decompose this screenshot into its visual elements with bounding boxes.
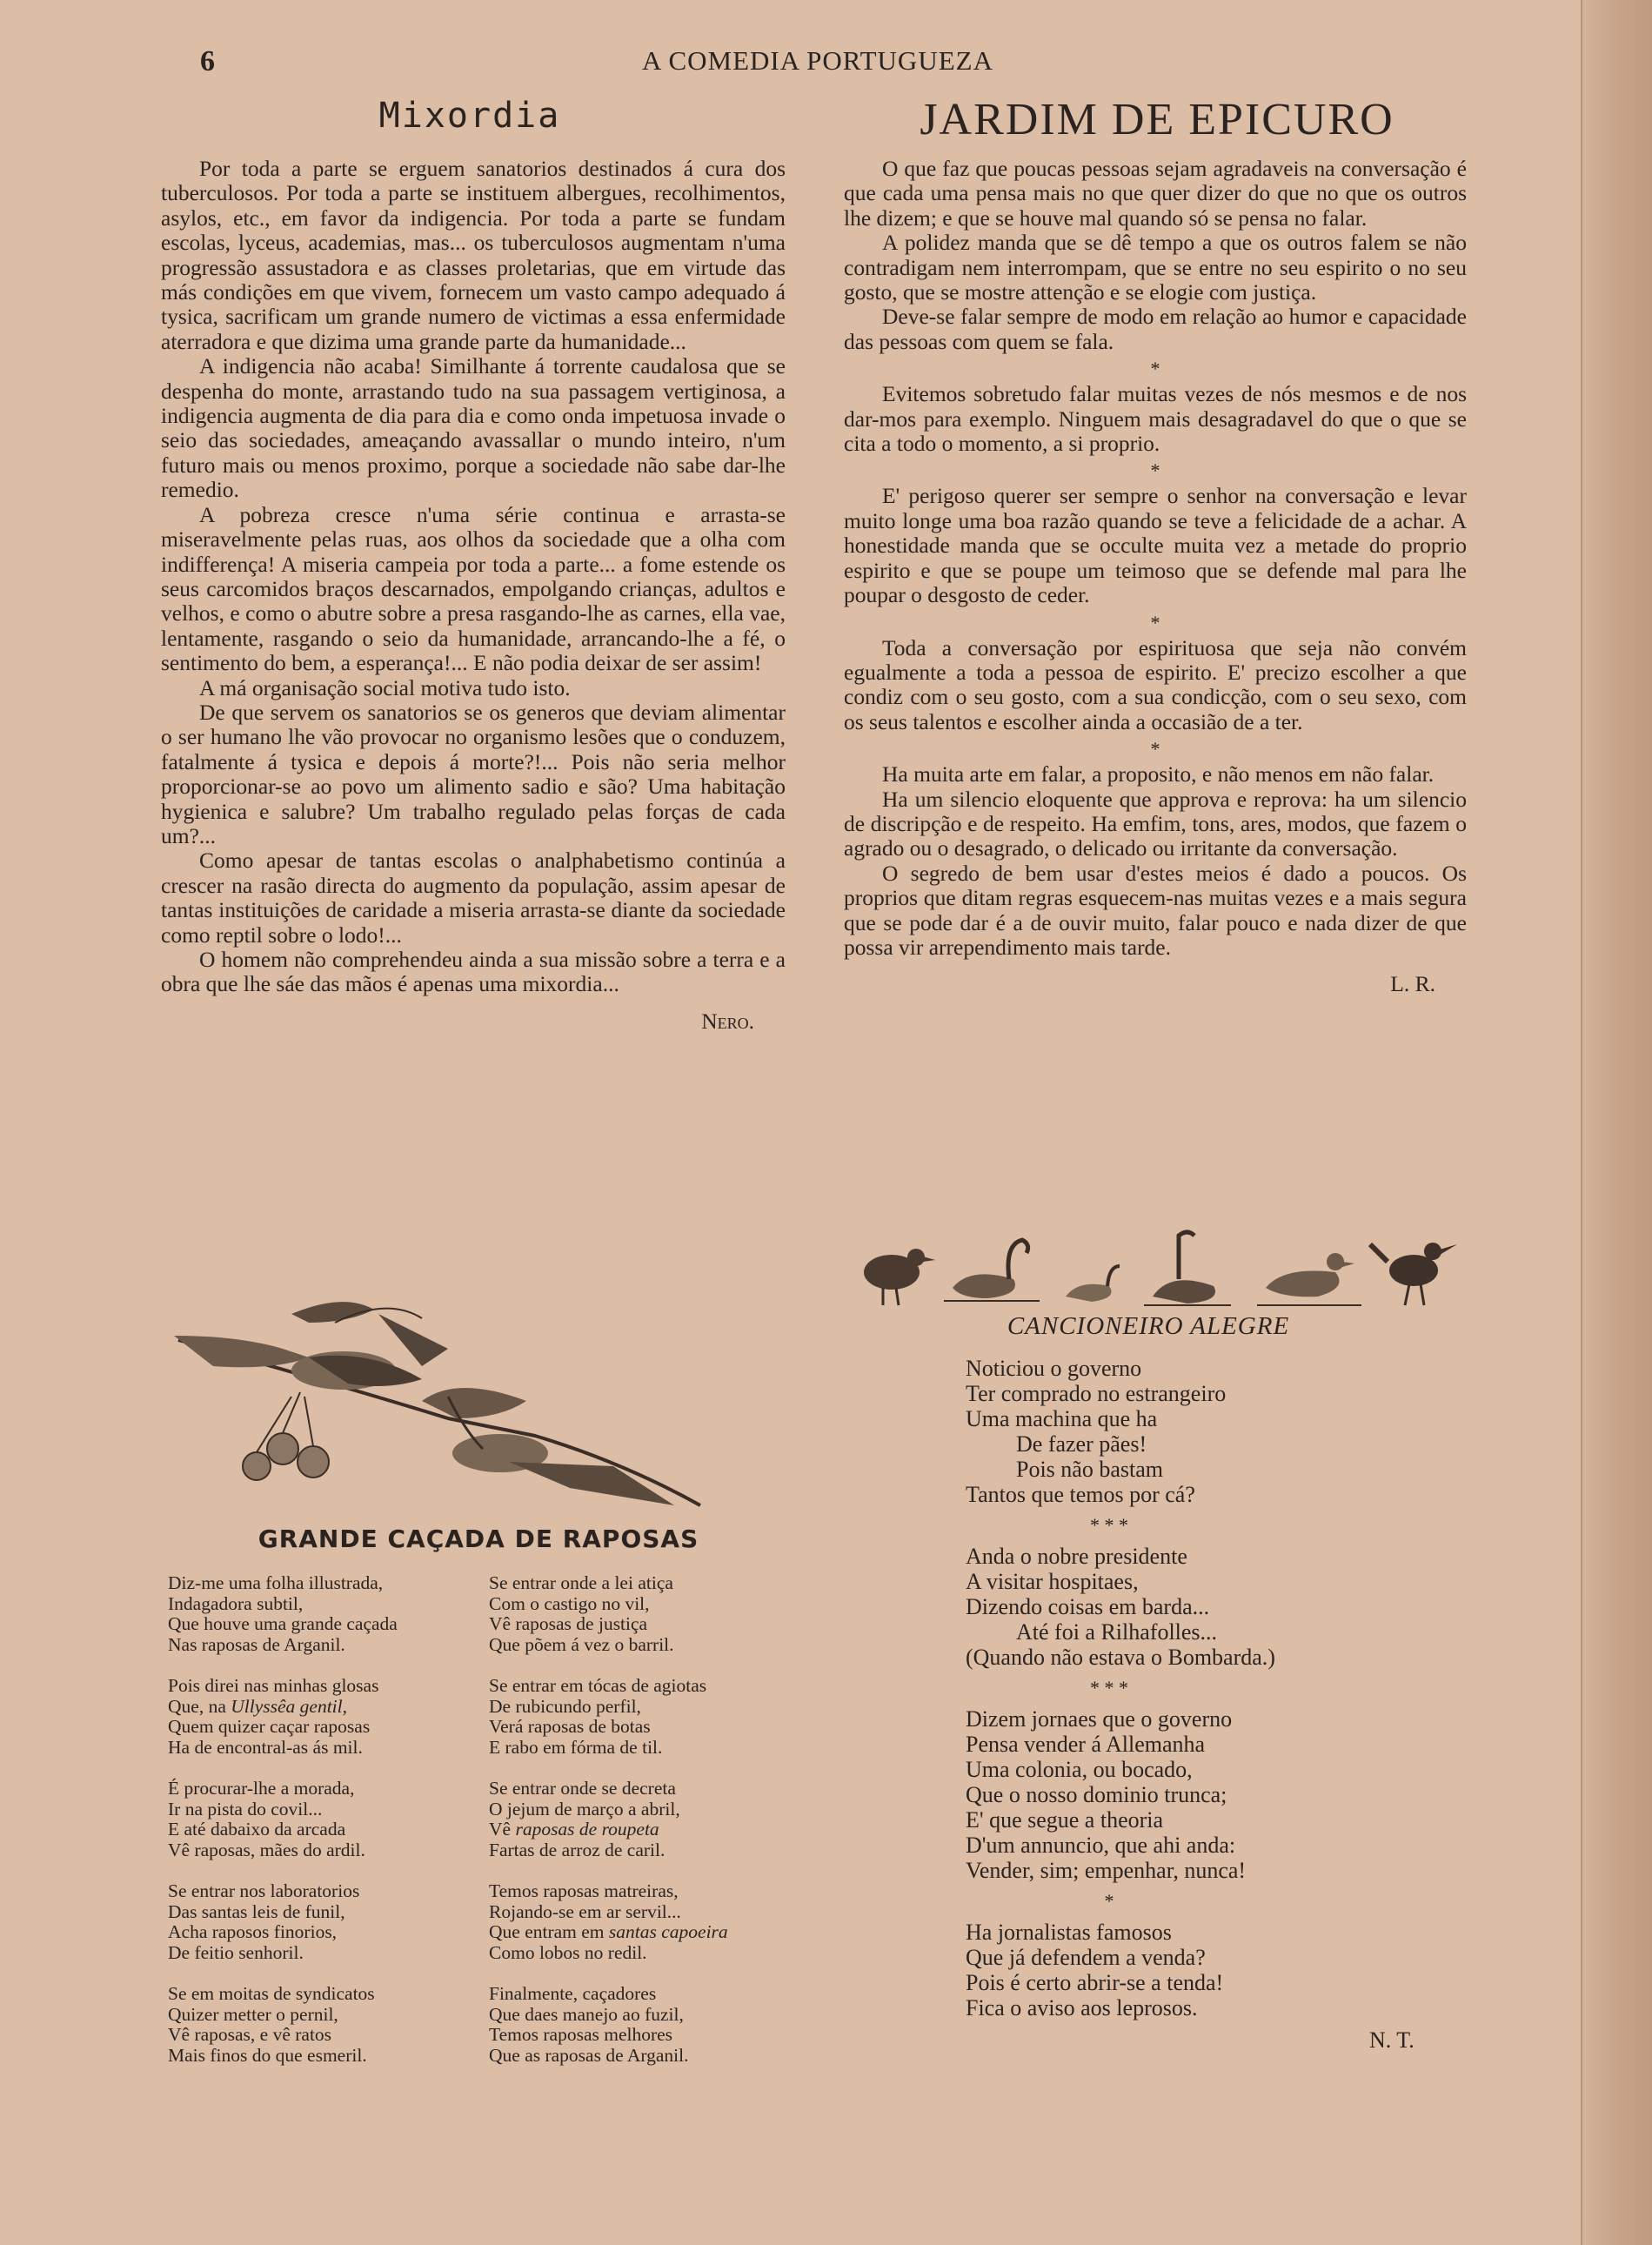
caca-title: GRANDE CAÇADA DE RAPOSAS	[257, 1525, 699, 1553]
verse-line: Que houve uma grande caçada	[168, 1613, 398, 1634]
verse-line: Se em moitas de syndicatos	[168, 1983, 375, 2004]
stanza	[489, 1779, 802, 1860]
mixordia-paragraph: O homem não comprehendeu ainda a sua missão sobre a terra e a obra que lhe sáe das mãos é apenas uma mixordia...	[161, 947, 786, 997]
verse-line: Uma colonia, ou bocado,	[966, 1757, 1193, 1782]
verse-line	[489, 1819, 802, 1840]
verse-line: Se entrar nos laboratorios	[168, 1880, 360, 1901]
jardim-paragraph: Toda a conversação por espirituosa que seja não convém egualmente a toda a pessoa de espirito. E' precizo escolher a que condiz com o seu gosto, com a sua condicção, com o seu sexo, com os seus talentos e escolher ainda a occasião de a ter.	[844, 634, 1467, 734]
caca-right-column	[489, 1573, 802, 2087]
verse-line: Fica o aviso aos leprosos.	[966, 1995, 1198, 2020]
mixordia-heading: Mixordia	[378, 96, 561, 136]
verse-line: Que já defendem a venda?	[966, 1945, 1206, 1970]
verse-fragment: Que, na	[168, 1695, 226, 1717]
verse-line: Pois não bastam	[1016, 1457, 1163, 1482]
jardim-paragraph: Evitemos sobretudo falar muitas vezes de nós mesmos e de nos dar-mos para exemplo. Ninguem mais desagradavel do que o que se cita a todo o momento, a si proprio.	[844, 381, 1467, 457]
verse-line: De fazer pães!	[1016, 1431, 1147, 1457]
verse-line: Quizer metter o pernil,	[168, 2003, 338, 2025]
verse-fragment: Que entram em	[489, 1921, 605, 1942]
caca-left-column	[168, 1573, 481, 2087]
mixordia-signature: Nero.	[701, 1008, 754, 1034]
verse-line: Noticiou o governo	[966, 1356, 1142, 1381]
jardim-article	[844, 157, 1467, 997]
verse-line: E até dabaixo da arcada	[168, 1819, 346, 1840]
page-edge	[1581, 0, 1652, 2245]
asterisk-separator: *	[1104, 1890, 1114, 1912]
mixordia-paragraph: A pobreza cresce n'uma série continua e arrasta-se miseravelmente pelas ruas, aos olhos da sociedade que a olha com indifferença! A miseria campeia por toda a parte... a fome estende os seus carcomidos braços descarnados, empolgando crianças, adultos e velhos, e como o abutre sobre a presa rasgando-lhe as carnes, ella vae, lentamente, rasgando o seio da humanidade, arrancando-lhe a fé, o sentimento do bem, a esperança!... E não podia deixar de ser assim!	[161, 501, 786, 676]
verse-line: Que o nosso dominio trunca;	[966, 1782, 1227, 1807]
stanza	[489, 1573, 802, 1655]
verse-line: Uma machina que ha	[966, 1406, 1158, 1431]
verse-line: Que as raposas de Arganil.	[489, 2044, 689, 2066]
verse-line: Ha jornalistas famosos	[966, 1920, 1172, 1945]
verse-line: Anda o nobre presidente	[966, 1544, 1187, 1569]
mixordia-article	[161, 157, 786, 1034]
verse-line: Com o castigo no vil,	[489, 1592, 650, 1614]
verse-line: Que daes manejo ao fuzil,	[489, 2003, 684, 2025]
verse-line: Temos raposas melhores	[489, 2024, 673, 2045]
mixordia-paragraph: De que servem os sanatorios se os generos que deviam alimentar o ser humano lhe vão provocar no organismo lesões que o conduzem, fatalmente á tysica e depois á morte?!... Pois não seria melhor proporcionar-se ao povo um alimento sadio e são? Uma habitação hygienica e salubre? Um trabalho regulado pelas forças de cada um?...	[161, 699, 786, 848]
mixordia-paragraph: A indigencia não acaba! Similhante á torrente caudalosa que se despenha do monte, arrastando tudo na sua passagem vertiginosa, a indigencia augmenta de dia para dia e como onda impetuosa invade o seio das sociedades, ameaçando avassallar o mundo inteiro, n'um futuro mais ou menos proximo, porque a sociedade não sabe dar-lhe remedio.	[161, 353, 786, 503]
verse-line: Ter comprado no estrangeiro	[966, 1381, 1227, 1406]
verse-line: Dizendo coisas em barda...	[966, 1594, 1210, 1619]
jardim-paragraph: O que faz que poucas pessoas sejam agradaveis na conversação é que cada uma pensa mais no que quer dizer do que no que os outros lhe dizem; e que se houve mal quando só se pensa no falar.	[844, 156, 1467, 231]
verse-line	[489, 1922, 802, 1943]
verse-line: E' que segue a theoria	[966, 1807, 1164, 1833]
jardim-paragraph: Ha um silencio eloquente que approva e reprova: ha um silencio de discripção e de respeito. Ha emfim, tons, ares, modos, que fazem o agrado ou o desagrado, o delicado ou irritante da conversação.	[844, 786, 1467, 861]
verse-line	[168, 1697, 481, 1718]
verse-line: O jejum de março a abril,	[489, 1798, 680, 1819]
verse-line: E rabo em fórma de til.	[489, 1736, 663, 1758]
verse-italic: santas capoeira	[608, 1921, 728, 1942]
verse-line: Verá raposas de botas	[489, 1716, 651, 1737]
stanza	[168, 1573, 481, 1655]
verse-line: Finalmente, caçadores	[489, 1983, 657, 2004]
verse-line: Ir na pista do covil...	[168, 1798, 323, 1819]
stanza	[489, 1676, 802, 1758]
asterisk-separator: *	[1150, 358, 1160, 380]
verse-line: Rojando-se em ar servil...	[489, 1900, 681, 1922]
verse-line: É procurar-lhe a morada,	[168, 1778, 355, 1799]
stanza	[168, 1984, 481, 2066]
verse-line: Como lobos no redil.	[489, 1941, 647, 1963]
verse-line: Pois é certo abrir-se a tenda!	[966, 1970, 1224, 1995]
verse-line: Vê raposas de justiça	[489, 1613, 648, 1634]
verse-line: Se entrar onde se decreta	[489, 1778, 676, 1799]
asterisk-separator: * * *	[1090, 1514, 1128, 1536]
verse-italic: Ullyssêa gentil,	[231, 1695, 348, 1717]
stanza	[489, 1984, 802, 2066]
stanza	[168, 1881, 481, 1963]
stanza	[168, 1779, 481, 1860]
verse-line: Que põem á vez o barril.	[489, 1633, 674, 1655]
newspaper-title: A COMEDIA PORTUGUEZA	[642, 45, 993, 76]
verse-line: Até foi a Rilhafolles...	[1016, 1619, 1218, 1645]
verse-line: Quem quizer caçar raposas	[168, 1716, 371, 1737]
verse-line: De rubicundo perfil,	[489, 1695, 641, 1717]
verse-line: Pensa vender á Allemanha	[966, 1732, 1206, 1757]
stanza	[489, 1881, 802, 1963]
verse-line: Mais finos do que esmeril.	[168, 2044, 367, 2066]
stanza	[966, 1356, 1470, 1507]
verse-line: Ha de encontral-as ás mil.	[168, 1736, 363, 1758]
bird-vignettes-illustration	[848, 1218, 1466, 1314]
jardim-paragraph: E' perigoso querer ser sempre o senhor na conversação e levar muito longe uma boa razão quando se teve a felicidade de a achar. A honestidade manda que se occulte muita vez a metade do proprio espirito e que se poupe um teimoso que se defende mal para lhe poupar o desgosto de ceder.	[844, 483, 1467, 608]
verse-line: Se entrar em tócas de agiotas	[489, 1675, 707, 1696]
jardim-paragraph: A polidez manda que se dê tempo a que os outros falem se não contradigam nem interrompam, que se entre no seu espirito o no seu gosto, que se mostre attenção e se elogie com justiça.	[844, 230, 1467, 305]
verse-line: Se entrar onde a lei atiça	[489, 1572, 673, 1593]
verse-line: Das santas leis de funil,	[168, 1900, 345, 1922]
asterisk-separator: *	[1150, 738, 1160, 761]
verse-line: Acha raposos finorios,	[168, 1921, 338, 1942]
verse-italic: raposas de roupeta	[515, 1819, 659, 1840]
verse-line: Vê raposas, mães do ardil.	[168, 1839, 365, 1860]
stanza	[966, 1920, 1470, 2020]
verse-line: Pois direi nas minhas glosas	[168, 1675, 379, 1696]
stanza	[168, 1676, 481, 1758]
cancioneiro-signature: N. T.	[1369, 2027, 1415, 2053]
verse-line: D'um annuncio, que ahi anda:	[966, 1833, 1236, 1858]
verse-line: Dizem jornaes que o governo	[966, 1706, 1233, 1732]
mixordia-paragraph: A má organisação social motiva tudo isto.	[199, 674, 571, 700]
verse-fragment: Vê	[489, 1819, 512, 1840]
verse-line: Temos raposas matreiras,	[489, 1880, 679, 1901]
verse-line: Diz-me uma folha illustrada,	[168, 1572, 384, 1593]
asterisk-separator: *	[1150, 459, 1160, 482]
birds-on-cherry-branch-illustration	[161, 1288, 787, 1514]
jardim-paragraph: Deve-se falar sempre de modo em relação ao humor e capacidade das pessoas com quem se fala.	[844, 304, 1467, 354]
verse-line: Tantos que temos por cá?	[966, 1482, 1195, 1507]
jardim-paragraph: O segredo de bem usar d'estes meios é dado a poucos. Os proprios que ditam regras esquecem-nas muitas vezes e a mais segura que se pode dar é a de ouvir muito, falar pouco e nada dizer de que possa vir arrependimento mais tarde.	[844, 860, 1467, 960]
verse-line: (Quando não estava o Bombarda.)	[966, 1645, 1275, 1670]
verse-line: Indagadora subtil,	[168, 1592, 304, 1614]
jardim-paragraph: Ha muita arte em falar, a proposito, e não menos em não falar.	[882, 761, 1435, 787]
mixordia-paragraph: Como apesar de tantas escolas o analphabetismo continúa a crescer na rasão directa do augmento da população, assim apesar de tantas instituições de caridade a miseria arrasta-se diante da sociedade como reptil sobre o lodo!...	[161, 848, 786, 948]
asterisk-separator: *	[1150, 611, 1160, 633]
verse-line: Vê raposas, e vê ratos	[168, 2024, 332, 2045]
verse-line: Fartas de arroz de caril.	[489, 1839, 665, 1860]
verse-line: A visitar hospitaes,	[966, 1569, 1139, 1594]
verse-line: Vender, sim; empenhar, nunca!	[966, 1858, 1247, 1883]
cancioneiro-poem	[966, 1356, 1470, 2020]
stanza	[966, 1706, 1470, 1883]
stanza	[966, 1544, 1470, 1670]
jardim-signature: L. R.	[1390, 971, 1435, 997]
asterisk-separator: * * *	[1090, 1677, 1128, 1699]
verse-line: Nas raposas de Arganil.	[168, 1633, 345, 1655]
cancioneiro-title: CANCIONEIRO ALEGRE	[1007, 1312, 1290, 1340]
jardim-heading: JARDIM DE EPICURO	[920, 95, 1395, 144]
mixordia-paragraph: Por toda a parte se erguem sanatorios destinados á cura dos tuberculosos. Por toda a parte se instituem albergues, recolhimentos, asylos, etc., em favor da indigencia. Por toda a parte se fundam escolas, lyceus, academias, mas... os tuberculosos augmentam n'uma progressão assustadora e as classes proletarias, que em virtude das más condições em que vivem, fornecem um vasto campo adequado á tysica, sacrificam um grande numero de victimas a essa enfermidade aterradora e que dizima uma grande parte da humanidade...	[161, 156, 786, 354]
page-number: 6	[200, 45, 215, 77]
verse-line: De feitio senhoril.	[168, 1941, 304, 1963]
